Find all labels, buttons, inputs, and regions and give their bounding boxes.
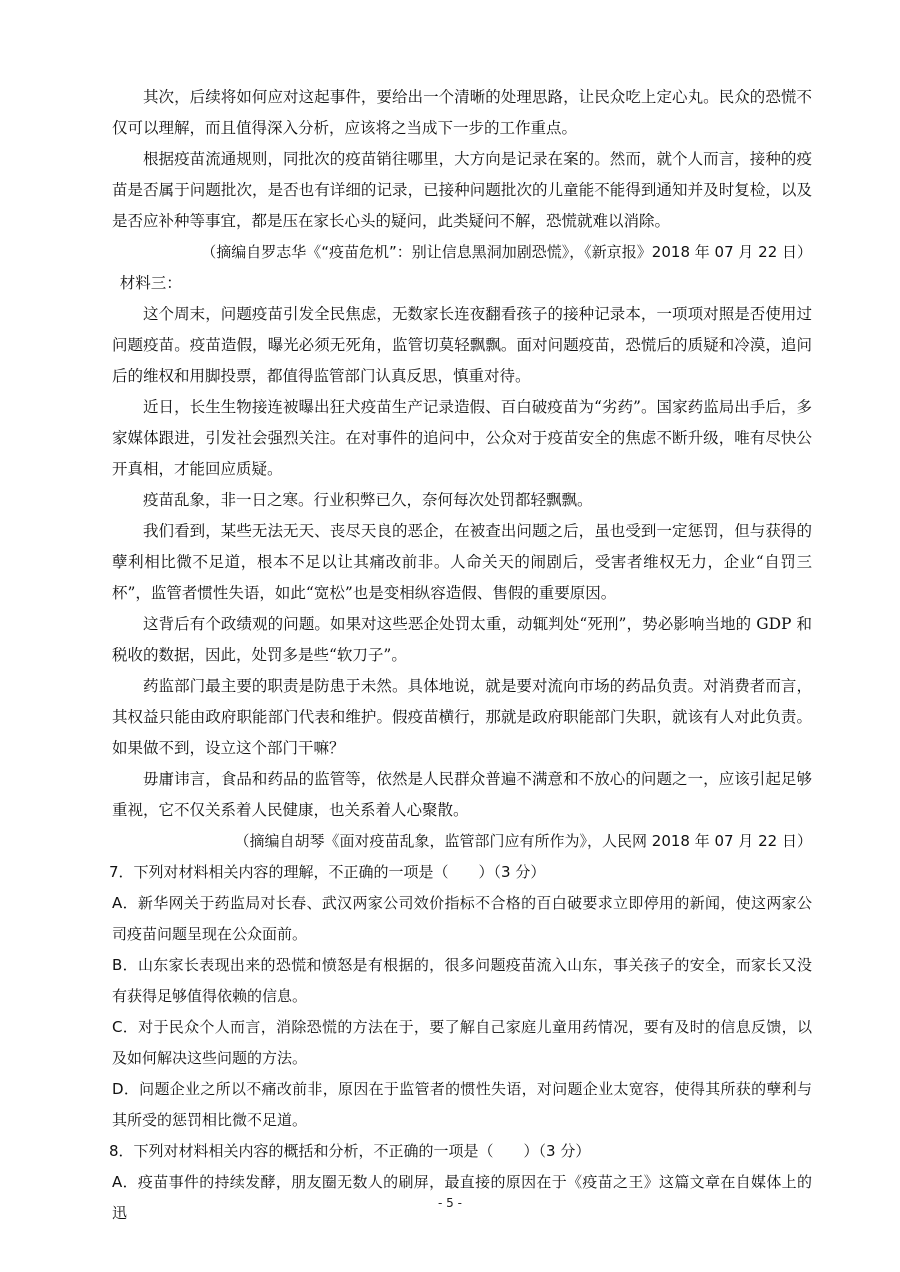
question7-stem: 7．下列对材料相关内容的理解，不正确的一项是（ ）（3 分） — [109, 863, 546, 881]
paragraph-material3-2: 近日，长生生物接连被曝出狂犬疫苗生产记录造假、百白破疫苗为“劣药”。国家药监局出手后，多家媒体跟进，引发社会强烈关注。在对事件的追问中，公众对于疫苗安全的焦虑不断升级，唯有尽快公开真相，才能回应质疑。 — [112, 398, 812, 478]
question8-option-a: A．疫苗事件的持续发酵，朋友圈无数人的刷屏，最直接的原因在于《疫苗之王》这篇文章在自媒体上的迅 — [112, 1173, 812, 1222]
paragraph-material2-1: 其次，后续将如何应对这起事件，要给出一个清晰的处理思路，让民众吃上定心丸。民众的恐慌不仅可以理解，而且值得深入分析，应该将之当成下一步的工作重点。 — [112, 88, 812, 137]
question7-option-c: C．对于民众个人而言，消除恐慌的方法在于，要了解自己家庭儿童用药情况，要有及时的信息反馈，以及如何解决这些问题的方法。 — [112, 1018, 812, 1067]
paragraph-material3-1: 这个周末，问题疫苗引发全民焦虑，无数家长连夜翻看孩子的接种记录本，一项项对照是否使用过问题疫苗。疫苗造假，曝光必须无死角，监管切莫轻飘飘。面对问题疫苗，恐慌后的质疑和冷漠，追问后的维权和用脚投票，都值得监管部门认真反思，慎重对待。 — [112, 305, 812, 385]
paragraph-material3-7: 毋庸讳言，食品和药品的监管等，依然是人民群众普遍不满意和不放心的问题之一，应该引起足够重视，它不仅关系着人民健康，也关系着人心聚散。 — [112, 770, 812, 819]
paragraph-material3-5: 这背后有个政绩观的问题。如果对这些恶企处罚太重，动辄判处“死刑”，势必影响当地的 GDP 和税收的数据，因此，处罚多是些“软刀子”。 — [112, 615, 812, 664]
paragraph-material3-6: 药监部门最主要的职责是防患于未然。具体地说，就是要对流向市场的药品负责。对消费者而言，其权益只能由政府职能部门代表和维护。假疫苗横行，那就是政府职能部门失职，就该有人对此负责。如果做不到，设立这个部门干嘛？ — [112, 677, 812, 757]
paragraph-material2-2: 根据疫苗流通规则，同批次的疫苗销往哪里，大方向是记录在案的。然而，就个人而言，接种的疫苗是否属于问题批次，是否也有详细的记录，已接种问题批次的儿童能不能得到通知并及时复检，以及是否应补种等事宜，都是压在家长心头的疑问，此类疑问不解，恐慌就难以消除。 — [112, 150, 812, 230]
paragraph-material3-4: 我们看到，某些无法无天、丧尽天良的恶企，在被查出问题之后，虽也受到一定惩罚，但与获得的孽利相比微不足道，根本不足以让其痛改前非。人命关天的闹剧后，受害者维权无力，企业“自罚三杯”，监管者惯性失语，如此“宽松”也是变相纵容造假、售假的重要原因。 — [112, 522, 812, 602]
source-material2: （摘编自罗志华《“疫苗危机”：别让信息黑洞加剧恐慌》，《新京报》2018 年 07 月 22 日） — [201, 243, 812, 261]
source-material3: （摘编自胡琴《面对疫苗乱象，监管部门应有所作为》，人民网 2018 年 07 月 22 日） — [234, 832, 812, 850]
question7-option-b: B．山东家长表现出来的恐慌和愤怒是有根据的，很多问题疫苗流入山东，事关孩子的安全，而家长又没有获得足够值得依赖的信息。 — [112, 956, 812, 1005]
page-number: - 5 - — [438, 1196, 462, 1210]
question7-option-d: D．问题企业之所以不痛改前非，原因在于监管者的惯性失语，对问题企业太宽容，使得其所获的孽利与其所受的惩罚相比微不足道。 — [112, 1080, 812, 1129]
question8-stem: 8．下列对材料相关内容的概括和分析，不正确的一项是（ ）（3 分） — [109, 1142, 591, 1160]
document-page — [109, 82, 812, 1229]
paragraph-material3-3: 疫苗乱象，非一日之寒。行业积弊已久，奈何每次处罚都轻飘飘。 — [143, 491, 593, 509]
question7-option-a: A．新华网关于药监局对长春、武汉两家公司效价指标不合格的百白破要求立即停用的新闻，使这两家公司疫苗问题呈现在公众面前。 — [112, 894, 812, 943]
material3-label: 材料三： — [119, 274, 182, 292]
